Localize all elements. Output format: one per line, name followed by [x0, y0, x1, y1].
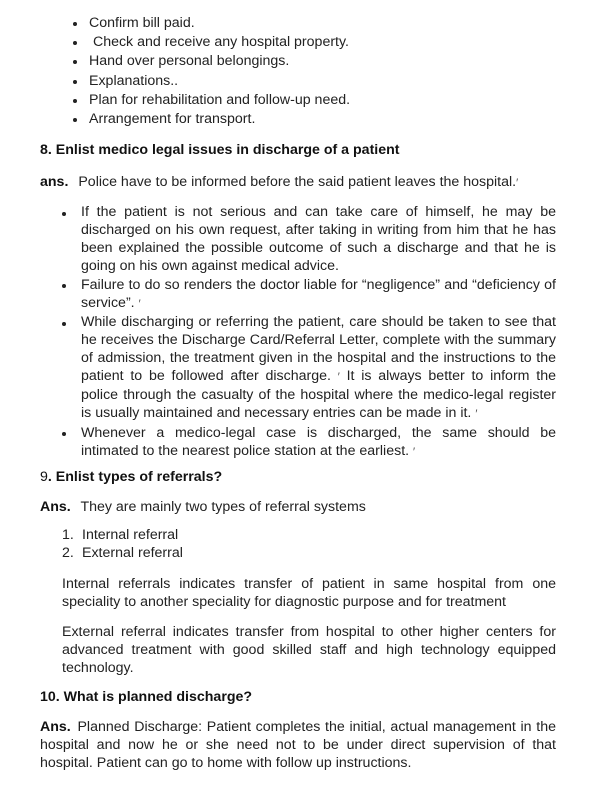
answer-label: Ans.	[40, 719, 71, 735]
question-text: . Enlist types of referrals?	[47, 469, 223, 485]
list-item-text: It is always better to inform the police through the casualty of the hospital where the medico-legal register is usually maintained and necessary entries can be made in it.	[81, 368, 556, 421]
list-item-text: While discharging or referring the patient, care should be taken to see that he receives the Discharge Card/Referral Letter, complete with the summary of admission, the treatment given in the hospital and the instructions to the patient to be followed after discharge.	[81, 314, 556, 385]
question-9-answer	[40, 498, 366, 516]
prime-mark: ′	[138, 297, 141, 310]
list-item	[62, 204, 556, 276]
list-item-text: If the patient is not serious and can take care of himself, he may be discharged on his own request, after taking in writing from him that he has been explained the possible outcome of such a discharge and that he is going on his own against medical advice.	[81, 204, 556, 274]
answer-text: Planned Discharge: Patient completes the initial, actual management in the hospital and now he or she need not to be under direct supervision of that hospital. Patient can go to home with follow up instructions.	[40, 719, 556, 771]
answer-text: They are mainly two types of referral systems	[80, 499, 366, 515]
list-item-text: Failure to do so renders the doctor liable for “negligence” and “deficiency of service”.	[81, 276, 556, 311]
question-10-answer	[40, 718, 556, 772]
list-item	[62, 527, 183, 545]
external-referral-paragraph: External referral indicates transfer from hospital to other higher centers for advanced treatment with good skilled staff and high technology equipped technology.	[62, 624, 556, 676]
list-item: Check and receive any hospital property.	[72, 33, 552, 52]
list-item: Explanations..	[72, 72, 552, 91]
question-8-heading: 8. Enlist medico legal issues in discharge of a patient	[40, 142, 400, 158]
answer-label: ans.	[40, 174, 69, 190]
referral-types-list	[62, 527, 183, 563]
list-item: Plan for rehabilitation and follow-up need.	[72, 91, 552, 110]
question-number: 9	[40, 469, 48, 485]
question-10-heading: 10. What is planned discharge?	[40, 689, 253, 705]
question-9-heading	[40, 468, 222, 486]
list-number: 1.	[62, 527, 74, 543]
medico-legal-issues-list	[62, 204, 556, 462]
list-item	[62, 545, 183, 563]
discharge-checklist	[72, 14, 552, 129]
list-item	[62, 277, 556, 314]
list-item	[62, 314, 556, 423]
prime-mark: ′	[516, 177, 519, 189]
prime-mark: ′	[413, 445, 416, 458]
list-item	[62, 425, 556, 462]
answer-text: Police have to be informed before the said patient leaves the hospital.	[78, 174, 517, 190]
list-item: Arrangement for transport.	[72, 110, 552, 129]
list-item-text: Internal referral	[82, 527, 179, 543]
prime-mark: ′	[337, 371, 340, 384]
internal-referral-paragraph: Internal referrals indicates transfer of patient in same hospital from one speciality to another speciality for diagnostic purpose and for treatment	[62, 576, 556, 610]
question-8-answer	[40, 173, 518, 192]
list-item-text: Whenever a medico-legal case is discharged, the same should be intimated to the nearest police station at the earliest.	[81, 424, 556, 459]
prime-mark: ′	[475, 407, 478, 420]
list-item: Hand over personal belongings.	[72, 52, 552, 71]
answer-label: Ans.	[40, 499, 71, 515]
list-item-text: External referral	[82, 544, 183, 561]
list-item: Confirm bill paid.	[72, 14, 552, 33]
list-number: 2.	[62, 544, 74, 561]
